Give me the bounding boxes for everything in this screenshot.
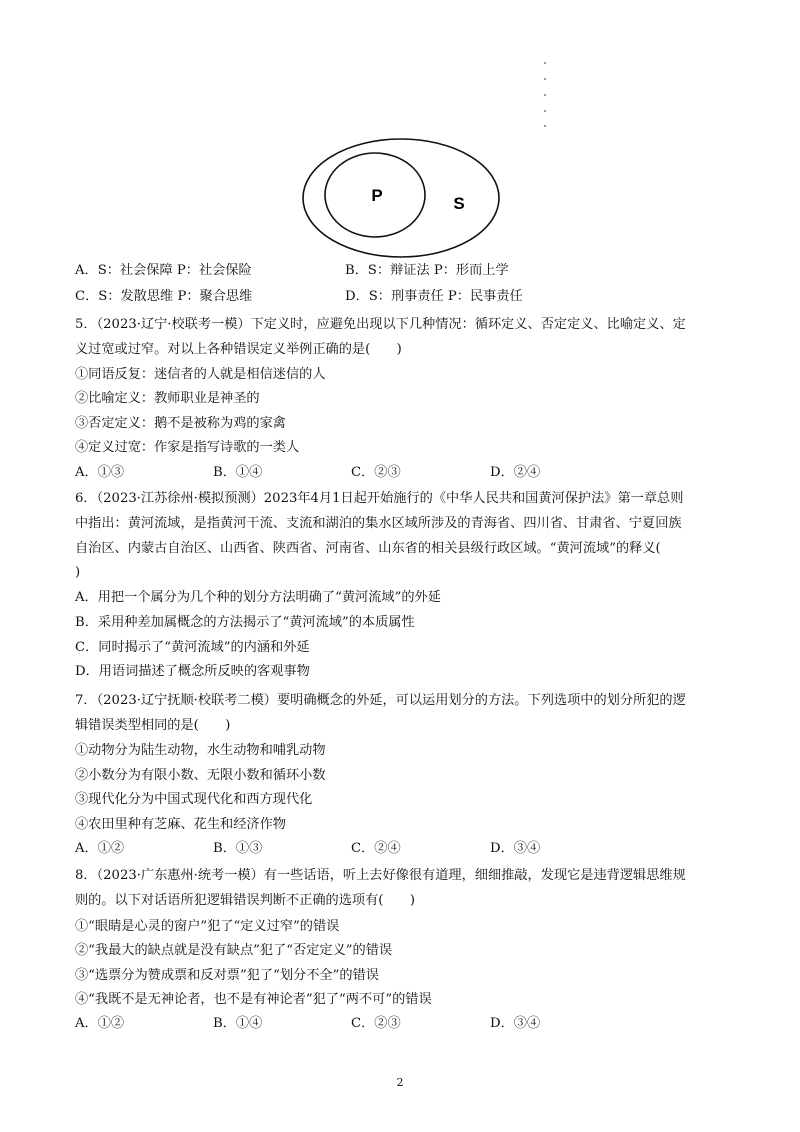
- q6-option-a[interactable]: A．用把一个属分为几个种的划分方法明确了“黄河流域”的外延: [75, 590, 441, 605]
- q8-option-b[interactable]: B．①④: [213, 1016, 263, 1031]
- q6-stem-line: 6．（2023·江苏徐州·模拟预测）2023年4月1日起开始施行的《中华人民共和国黄河保护法》第一章总则: [75, 491, 684, 506]
- q8-item: ②“我最大的缺点就是没有缺点”犯了“否定定义”的错误: [75, 943, 393, 958]
- q5-stem-line: 5．（2023·辽宁·校联考一模）下定义时，应避免出现以下几种情况：循环定义、否定定义、比喻定义、定: [75, 317, 686, 332]
- q5-option-a[interactable]: A．①③: [75, 465, 125, 480]
- q5-item: ④定义过宽：作家是指写诗歌的一类人: [75, 440, 300, 455]
- q8-item: ④“我既不是无神论者，也不是有神论者”犯了“两不可”的错误: [75, 992, 432, 1007]
- q8-option-d[interactable]: D．③④: [490, 1016, 541, 1031]
- page-number: 2: [396, 1076, 404, 1089]
- q7-option-b[interactable]: B．①③: [213, 841, 263, 856]
- q8-stem-line: 则的。以下对话语所犯逻辑错误判断不正确的选项有( ): [75, 893, 415, 908]
- q7-item: ②小数分为有限小数、无限小数和循环小数: [75, 768, 326, 783]
- q6-option-d[interactable]: D．用语词描述了概念所反映的客观事物: [75, 664, 310, 679]
- q5-stem-line: 义过宽或过窄。对以上各种错误定义举例正确的是( ): [75, 342, 402, 357]
- q7-item: ④农田里种有芝麻、花生和经济作物: [75, 817, 286, 832]
- q6-stem-line: 自治区、内蒙古自治区、山西省、陕西省、河南省、山东省的相关县级行政区域。“黄河流域”的释义(: [75, 541, 661, 556]
- q7-option-c[interactable]: C．②④: [351, 841, 401, 856]
- q8-stem-line: 8．（2023·广东惠州·统考一模）有一些话语，听上去好像很有道理，细细推敲，发现它是违背逻辑思维规: [75, 868, 686, 883]
- q6-stem-line: 中指出：黄河流域，是指黄河干流、支流和湖泊的集水区域所涉及的青海省、四川省、甘肃省、宁夏回族: [75, 516, 682, 531]
- q5-item: ③否定定义：鹅不是被称为鸡的家禽: [75, 416, 286, 431]
- q6-stem-line: ): [75, 565, 81, 580]
- q8-item: ③“选票分为赞成票和反对票”犯了“划分不全”的错误: [75, 968, 379, 983]
- q8-option-c[interactable]: C．②③: [351, 1016, 401, 1031]
- concept-inclusion-diagram: [0, 0, 800, 260]
- q5-option-c[interactable]: C．②③: [351, 465, 401, 480]
- label-s: S: [453, 194, 465, 213]
- q5-item: ①同语反复：迷信者的人就是相信迷信的人: [75, 367, 326, 382]
- q4-option-d[interactable]: D．S：刑事责任 P：民事责任: [345, 289, 523, 304]
- q4-option-a[interactable]: A．S：社会保障 P：社会保险: [75, 263, 252, 278]
- q6-option-c[interactable]: C．同时揭示了“黄河流域”的内涵和外延: [75, 640, 310, 655]
- q6-option-b[interactable]: B．采用种差加属概念的方法揭示了“黄河流域”的本质属性: [75, 615, 415, 630]
- q4-option-c[interactable]: C．S：发散思维 P：聚合思维: [75, 289, 253, 304]
- q7-stem-line: 辑错误类型相同的是( ): [75, 718, 231, 733]
- label-p: P: [371, 186, 383, 205]
- q5-item: ②比喻定义：教师职业是神圣的: [75, 391, 260, 406]
- q4-option-b[interactable]: B．S：辩证法 P：形而上学: [345, 263, 509, 278]
- q7-option-a[interactable]: A．①②: [75, 841, 125, 856]
- q8-option-a[interactable]: A．①②: [75, 1016, 125, 1031]
- q5-option-b[interactable]: B．①④: [213, 465, 263, 480]
- q5-option-d[interactable]: D．②④: [490, 465, 541, 480]
- q7-item: ③现代化分为中国式现代化和西方现代化: [75, 792, 313, 807]
- q8-item: ①“眼睛是心灵的窗户”犯了“定义过窄”的错误: [75, 919, 340, 934]
- outer-ellipse-s: [303, 139, 499, 257]
- q7-stem-line: 7．（2023·辽宁抚顺·校联考二模）要明确概念的外延，可以运用划分的方法。下列选项中的划分所犯的逻: [75, 693, 686, 708]
- q7-item: ①动物分为陆生动物，水生动物和哺乳动物: [75, 743, 326, 758]
- q7-option-d[interactable]: D．③④: [490, 841, 541, 856]
